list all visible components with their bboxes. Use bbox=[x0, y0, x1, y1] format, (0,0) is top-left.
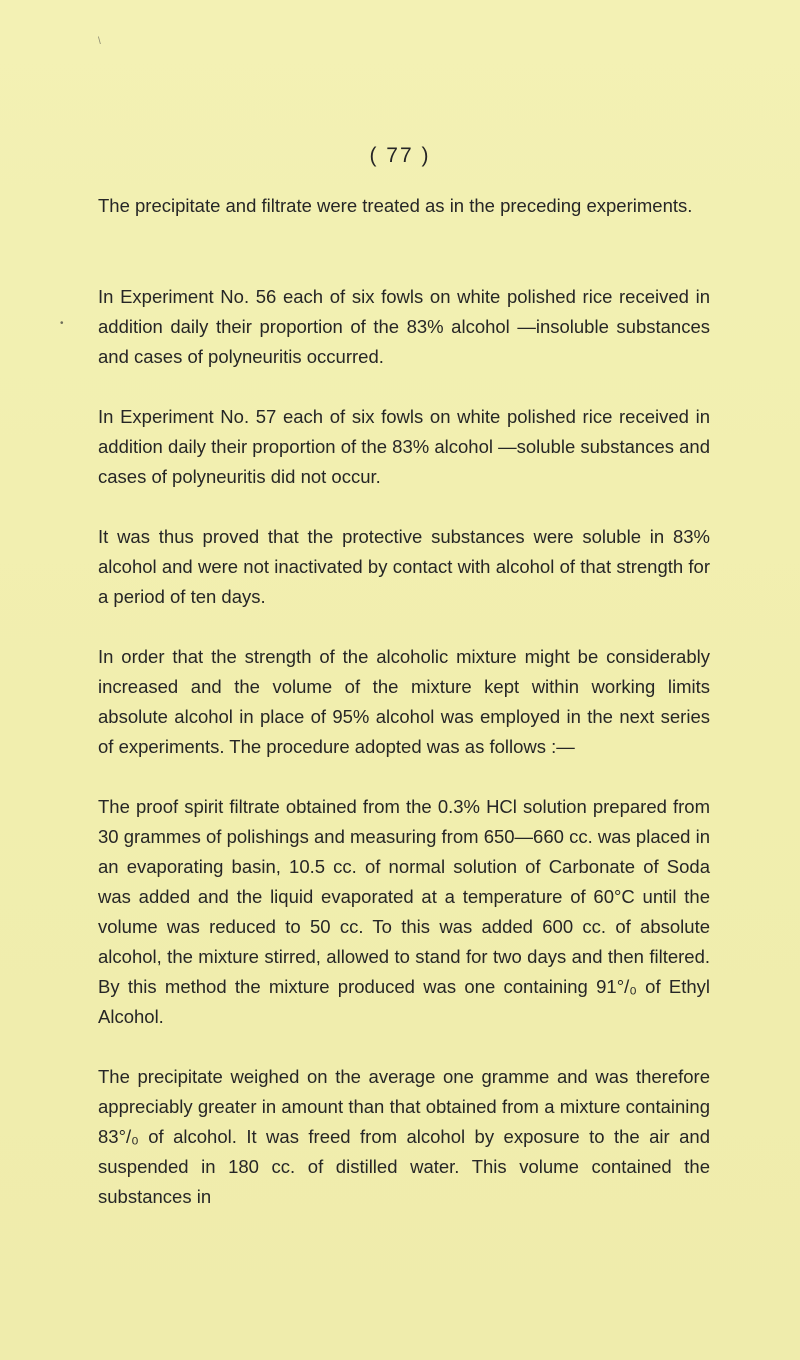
paragraph-5: In order that the strength of the alcoholic mixture might be considerably increased and the volume of the mixture kept within working limits absolute alcohol in place of 95% alcohol was employed in the next series of experiments. The procedure adopted was as follows :— bbox=[98, 646, 710, 757]
paragraph-6: The proof spirit filtrate obtained from the 0.3% HCl solution prepared from 30 grammes of polishings and measuring from 650—660 cc. was placed in an evaporating basin, 10.5 cc. of normal solution of Carbonate of Soda was added and the liquid evaporated at a temperature of 60°C until the volume was reduced to 50 cc. To this was added 600 cc. of absolute alcohol, the mixture stirred, allowed to stand for two days and then filtered. By this method the mixture produced was one containing 91°/₀ of Ethyl Alcohol. bbox=[98, 796, 710, 1027]
paragraph-2: In Experiment No. 56 each of six fowls on white polished rice received in addition daily their proportion of the 83% alcohol —insoluble substances and cases of polyneuritis occurred. bbox=[98, 286, 710, 367]
paragraph-3: In Experiment No. 57 each of six fowls on white polished rice received in addition daily their proportion of the 83% alcohol —soluble substances and cases of polyneuritis did not occur. bbox=[98, 406, 710, 487]
paragraph-4: It was thus proved that the protective substances were soluble in 83% alcohol and were not inactivated by contact with alcohol of that strength for a period of ten days. bbox=[98, 526, 710, 607]
paragraph-7: The precipitate weighed on the average one gramme and was therefore appreciably greater in amount than that obtained from a mixture containing 83°/₀ of alcohol. It was freed from alcohol by exposure to the air and suspended in 180 cc. of distilled water. This volume contained the substances in bbox=[98, 1066, 710, 1207]
margin-mark: • bbox=[60, 318, 64, 329]
corner-mark: \ bbox=[98, 36, 101, 47]
paragraph-1: The precipitate and filtrate were treated as in the preceding experiments. bbox=[98, 195, 693, 216]
page-number: ( 77 ) bbox=[369, 144, 431, 167]
